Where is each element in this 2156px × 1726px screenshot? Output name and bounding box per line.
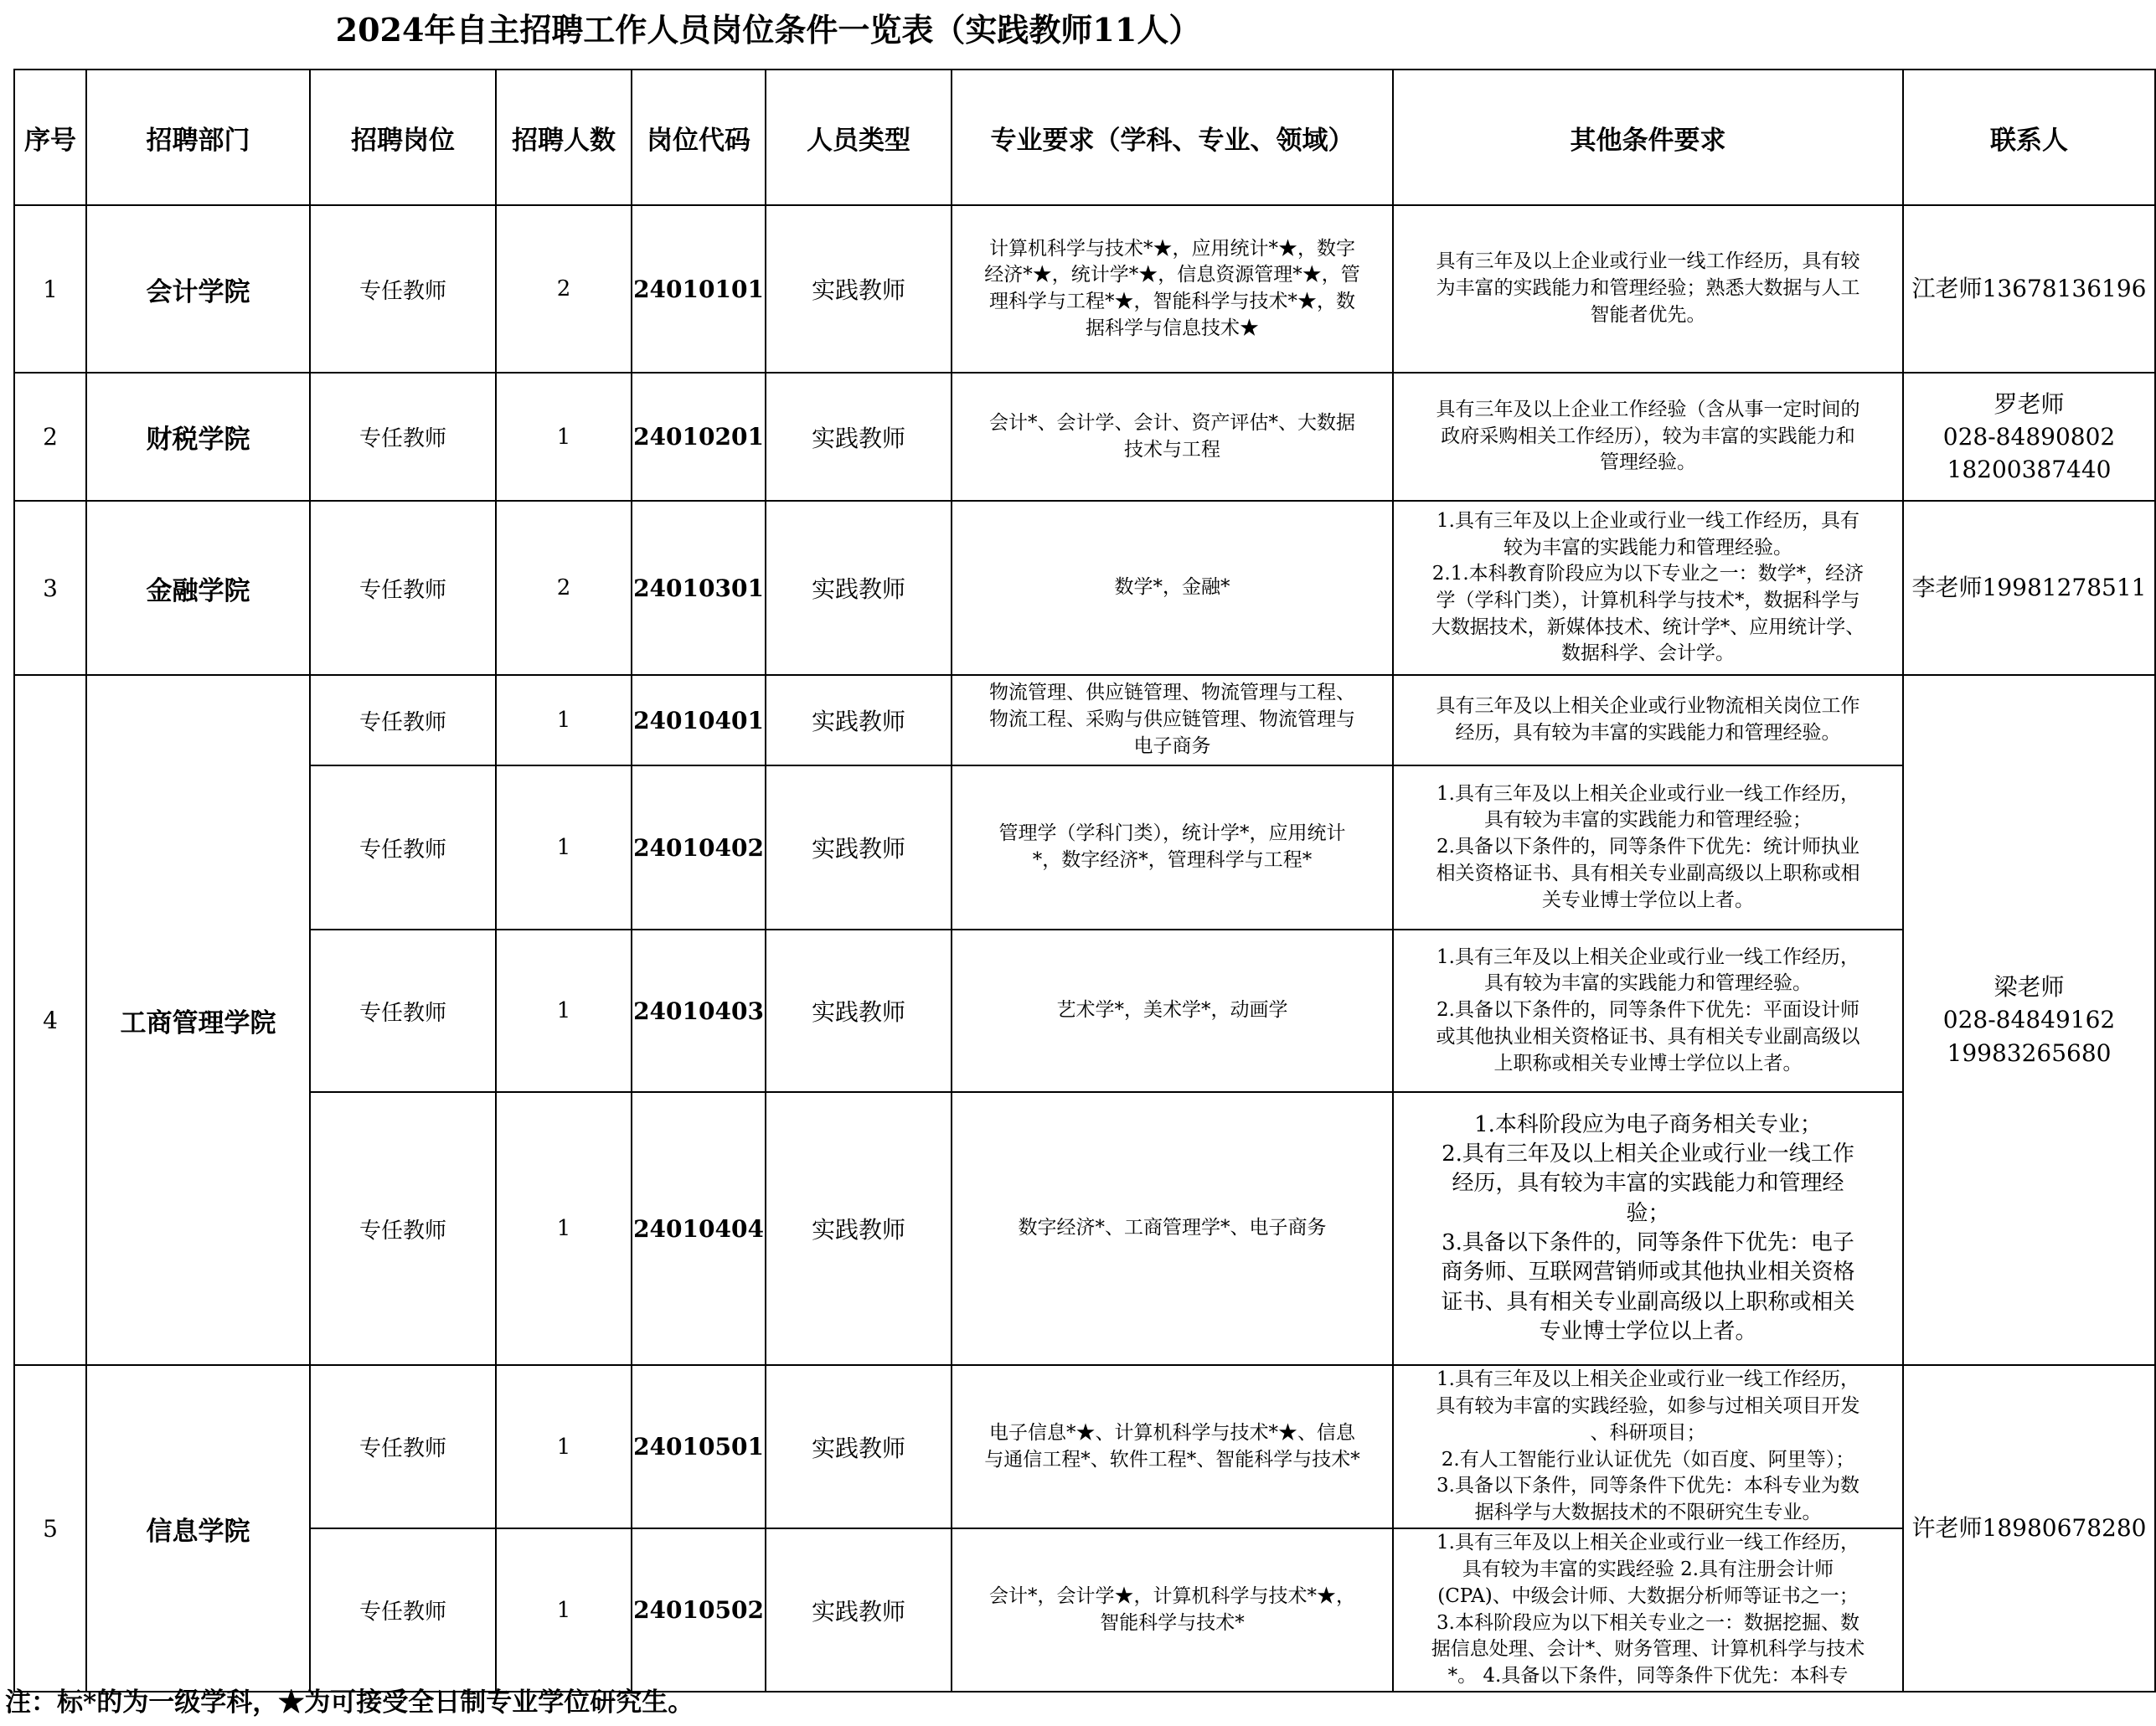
position-title: 专任教师 xyxy=(310,1092,496,1365)
other-requirements-line: 较为丰富的实践能力和管理经验。 xyxy=(1504,536,1792,559)
major-requirements-line: 会计*，会计学★，计算机科学与技术*★， xyxy=(989,1584,1355,1607)
hire-count: 1 xyxy=(496,1365,632,1528)
major-requirements-line: 电子商务 xyxy=(1133,734,1211,757)
position-code: 24010301 xyxy=(632,501,766,675)
other-requirements-line: 具有较为丰富的实践经验 2.具有注册会计师 xyxy=(1462,1559,1834,1581)
hire-count: 2 xyxy=(496,205,632,373)
other-requirements-line: 、科研项目； xyxy=(1590,1421,1706,1444)
contact-person xyxy=(1903,1365,2155,1692)
other-requirements-line: (CPA)、中级会计师、大数据分析师等证书之一； xyxy=(1437,1584,1859,1607)
hire-count: 2 xyxy=(496,501,632,675)
other-requirements-line: 2.具备以下条件的，同等条件下优先：统计师执业 xyxy=(1436,836,1859,858)
other-requirements-line: 2.有人工智能行业认证优先（如百度、阿里等）； xyxy=(1441,1448,1855,1471)
table-row xyxy=(14,765,2155,930)
position-code: 24010101 xyxy=(632,205,766,373)
position-title: 专任教师 xyxy=(310,675,496,765)
header-index: 序号 xyxy=(14,70,86,205)
major-requirements-line: 经济*★，统计学*★，信息资源管理*★，管 xyxy=(984,264,1360,286)
other-requirements-line: 政府采购相关工作经历），较为丰富的实践能力和 xyxy=(1441,425,1855,447)
other-requirements-line: 管理经验。 xyxy=(1600,451,1696,474)
table-row xyxy=(14,1365,2155,1528)
other-requirements-line: 数据科学、会计学。 xyxy=(1561,642,1735,665)
major-requirements-line: 智能科学与技术* xyxy=(1100,1611,1245,1634)
page-title: 2024年自主招聘工作人员岗位条件一览表（实践教师11人） xyxy=(335,11,1201,49)
contact-person xyxy=(1903,675,2155,1365)
position-title: 专任教师 xyxy=(310,930,496,1092)
position-title: 专任教师 xyxy=(310,501,496,675)
staff-type: 实践教师 xyxy=(766,1365,952,1528)
other-requirements-line: 经历，具有较为丰富的实践能力和管理经验。 xyxy=(1455,722,1841,744)
major-requirements-line: 管理学（学科门类），统计学*，应用统计 xyxy=(998,822,1346,845)
other-requirements-line: 或其他执业相关资格证书、具有相关专业副高级以 xyxy=(1436,1025,1860,1048)
major-requirements-line: 电子信息*★、计算机科学与技术*★、信息 xyxy=(989,1421,1355,1444)
other-requirements xyxy=(1393,1092,1903,1365)
staff-type: 实践教师 xyxy=(766,930,952,1092)
header-position: 招聘岗位 xyxy=(310,70,496,205)
staff-type: 实践教师 xyxy=(766,501,952,675)
footnote: 注：标*的为一级学科，★为可接受全日制专业学位研究生。 xyxy=(5,1687,694,1718)
other-requirements-line: 关专业博士学位以上者。 xyxy=(1542,889,1754,911)
contact-person-line: 19983265680 xyxy=(1947,1038,2112,1067)
other-requirements xyxy=(1393,675,1903,765)
other-requirements-line: 据信息处理、会计*、财务管理、计算机科学与技术 xyxy=(1431,1638,1865,1661)
other-requirements-line: 3.具备以下条件的，同等条件下优先：电子 xyxy=(1442,1230,1854,1255)
hire-count: 1 xyxy=(496,765,632,930)
position-code: 24010201 xyxy=(632,373,766,501)
other-requirements-line: 证书、具有相关专业副高级以上职称或相关 xyxy=(1441,1289,1855,1315)
contact-person xyxy=(1903,205,2155,373)
hire-count: 1 xyxy=(496,1092,632,1365)
position-code: 24010402 xyxy=(632,765,766,930)
staff-type: 实践教师 xyxy=(766,205,952,373)
other-requirements xyxy=(1393,930,1903,1092)
major-requirements-line: *，数字经济*，管理科学与工程* xyxy=(1032,849,1313,871)
other-requirements xyxy=(1393,205,1903,373)
header-major: 专业要求（学科、专业、领域） xyxy=(952,70,1393,205)
other-requirements-line: 具有三年及以上相关企业或行业物流相关岗位工作 xyxy=(1436,695,1860,718)
other-requirements-line: 1.本科阶段应为电子商务相关专业； xyxy=(1474,1111,1822,1137)
other-requirements-line: 商务师、互联网营销师或其他执业相关资格 xyxy=(1441,1260,1855,1285)
major-requirements-line: 理科学与工程*★，智能科学与技术*★，数 xyxy=(989,291,1355,312)
other-requirements-line: 1.具有三年及以上相关企业或行业一线工作经历， xyxy=(1436,1532,1859,1554)
header-staff-type: 人员类型 xyxy=(766,70,952,205)
position-code: 24010404 xyxy=(632,1092,766,1365)
header-department: 招聘部门 xyxy=(86,70,310,205)
contact-person-line: 李老师19981278511 xyxy=(1911,574,2147,602)
other-requirements-line: 2.具备以下条件的，同等条件下优先：平面设计师 xyxy=(1436,999,1859,1022)
other-requirements-line: 具有三年及以上企业或行业一线工作经历，具有较 xyxy=(1436,250,1860,273)
table-row xyxy=(14,930,2155,1092)
header-code: 岗位代码 xyxy=(632,70,766,205)
other-requirements-line: 3.本科阶段应为以下相关专业之一：数据挖掘、数 xyxy=(1436,1611,1859,1634)
major-requirements-line: 会计*、会计学、会计、资产评估*、大数据 xyxy=(989,411,1355,434)
hire-count: 1 xyxy=(496,675,632,765)
contact-person-line: 许老师18980678280 xyxy=(1911,1514,2147,1543)
other-requirements-line: 2.1.本科教育阶段应为以下专业之一：数学*，经济 xyxy=(1431,563,1865,585)
major-requirements xyxy=(952,1365,1393,1528)
row-index: 2 xyxy=(14,373,86,501)
other-requirements-line: 3.具备以下条件，同等条件下优先：本科专业为数 xyxy=(1436,1475,1859,1497)
major-requirements-line: 据科学与信息技术★ xyxy=(1086,317,1259,339)
staff-type: 实践教师 xyxy=(766,765,952,930)
major-requirements-line: 艺术学*，美术学*，动画学 xyxy=(1056,999,1288,1022)
major-requirements-line: 数学*，金融* xyxy=(1114,576,1230,599)
row-index: 4 xyxy=(14,675,86,1365)
position-title: 专任教师 xyxy=(310,205,496,373)
table-row xyxy=(14,501,2155,675)
contact-person xyxy=(1903,501,2155,675)
other-requirements-line: 专业博士学位以上者。 xyxy=(1539,1319,1757,1345)
staff-type: 实践教师 xyxy=(766,675,952,765)
other-requirements xyxy=(1393,765,1903,930)
hire-count: 1 xyxy=(496,1528,632,1692)
other-requirements xyxy=(1393,1528,1903,1692)
position-title: 专任教师 xyxy=(310,1528,496,1692)
major-requirements-line: 与通信工程*、软件工程*、智能科学与技术* xyxy=(984,1448,1360,1471)
other-requirements-line: 具有较为丰富的实践经验，如参与过相关项目开发 xyxy=(1436,1395,1860,1418)
row-index: 3 xyxy=(14,501,86,675)
major-requirements-line: 数字经济*、工商管理学*、电子商务 xyxy=(1018,1217,1327,1239)
department-name: 信息学院 xyxy=(86,1365,310,1692)
position-code: 24010501 xyxy=(632,1365,766,1528)
row-index: 1 xyxy=(14,205,86,373)
other-requirements-line: 具有三年及以上企业工作经验（含从事一定时间的 xyxy=(1436,398,1860,420)
header-count: 招聘人数 xyxy=(496,70,632,205)
major-requirements xyxy=(952,765,1393,930)
table-row xyxy=(14,1092,2155,1365)
other-requirements xyxy=(1393,501,1903,675)
major-requirements xyxy=(952,1528,1393,1692)
department-name: 财税学院 xyxy=(86,373,310,501)
contact-person-line: 江老师13678136196 xyxy=(1911,275,2147,303)
contact-person-line: 18200387440 xyxy=(1947,456,2112,484)
other-requirements-line: 学（学科门类），计算机科学与技术*，数据科学与 xyxy=(1436,590,1860,611)
contact-person-line: 028-84890802 xyxy=(1942,422,2116,451)
other-requirements-line: 相关资格证书、具有相关专业副高级以上职称或相 xyxy=(1436,862,1860,884)
major-requirements-line: 物流工程、采购与供应链管理、物流管理与 xyxy=(989,708,1355,731)
other-requirements-line: 具有较为丰富的实践能力和管理经验。 xyxy=(1484,972,1812,995)
other-requirements xyxy=(1393,1365,1903,1528)
contact-person-line: 梁老师 xyxy=(1994,973,2065,1002)
other-requirements-line: 据科学与大数据技术的不限研究生专业。 xyxy=(1474,1501,1822,1523)
major-requirements xyxy=(952,205,1393,373)
department-name: 金融学院 xyxy=(86,501,310,675)
major-requirements-line: 物流管理、供应链管理、物流管理与工程、 xyxy=(989,682,1355,704)
contact-person-line: 罗老师 xyxy=(1994,389,2065,418)
staff-type: 实践教师 xyxy=(766,373,952,501)
row-index: 5 xyxy=(14,1365,86,1692)
department-name: 会计学院 xyxy=(86,205,310,373)
other-requirements-line: 具有较为丰富的实践能力和管理经验； xyxy=(1484,809,1812,832)
position-title: 专任教师 xyxy=(310,765,496,930)
other-requirements-line: 1.具有三年及以上相关企业或行业一线工作经历， xyxy=(1436,1368,1859,1391)
other-requirements-line: 智能者优先。 xyxy=(1590,303,1706,326)
other-requirements-line: 上职称或相关专业博士学位以上者。 xyxy=(1493,1052,1803,1074)
major-requirements xyxy=(952,373,1393,501)
other-requirements xyxy=(1393,373,1903,501)
department-name: 工商管理学院 xyxy=(86,675,310,1365)
staff-type: 实践教师 xyxy=(766,1528,952,1692)
staff-type: 实践教师 xyxy=(766,1092,952,1365)
other-requirements-line: 为丰富的实践能力和管理经验；熟悉大数据与人工 xyxy=(1436,277,1860,300)
position-code: 24010502 xyxy=(632,1528,766,1692)
header-contact: 联系人 xyxy=(1903,70,2155,205)
major-requirements-line: 技术与工程 xyxy=(1124,438,1220,461)
other-requirements-line: 大数据技术，新媒体技术、统计学*、应用统计学、 xyxy=(1431,616,1865,638)
position-code: 24010403 xyxy=(632,930,766,1092)
table-row xyxy=(14,1528,2155,1692)
other-requirements-line: *。 4.具备以下条件，同等条件下优先：本科专 xyxy=(1447,1664,1849,1687)
major-requirements xyxy=(952,675,1393,765)
position-title: 专任教师 xyxy=(310,1365,496,1528)
table-row xyxy=(14,373,2155,501)
positions-table xyxy=(13,69,2156,1693)
major-requirements xyxy=(952,1092,1393,1365)
table-row xyxy=(14,675,2155,765)
table-row xyxy=(14,205,2155,373)
position-title: 专任教师 xyxy=(310,373,496,501)
header-row xyxy=(14,70,2155,205)
position-code: 24010401 xyxy=(632,675,766,765)
contact-person xyxy=(1903,373,2155,501)
major-requirements-line: 计算机科学与技术*★，应用统计*★，数字 xyxy=(989,237,1355,260)
hire-count: 1 xyxy=(496,930,632,1092)
other-requirements-line: 验； xyxy=(1626,1200,1670,1226)
contact-person-line: 028-84849162 xyxy=(1942,1006,2116,1034)
other-requirements-line: 经历，具有较为丰富的实践能力和管理经 xyxy=(1452,1171,1844,1197)
other-requirements-line: 2.具有三年及以上相关企业或行业一线工作 xyxy=(1442,1141,1854,1167)
hire-count: 1 xyxy=(496,373,632,501)
other-requirements-line: 1.具有三年及以上相关企业或行业一线工作经历， xyxy=(1436,782,1859,805)
other-requirements-line: 1.具有三年及以上相关企业或行业一线工作经历， xyxy=(1436,945,1859,968)
major-requirements xyxy=(952,501,1393,675)
other-requirements-line: 1.具有三年及以上企业或行业一线工作经历，具有 xyxy=(1436,509,1859,532)
header-other: 其他条件要求 xyxy=(1393,70,1903,205)
major-requirements xyxy=(952,930,1393,1092)
